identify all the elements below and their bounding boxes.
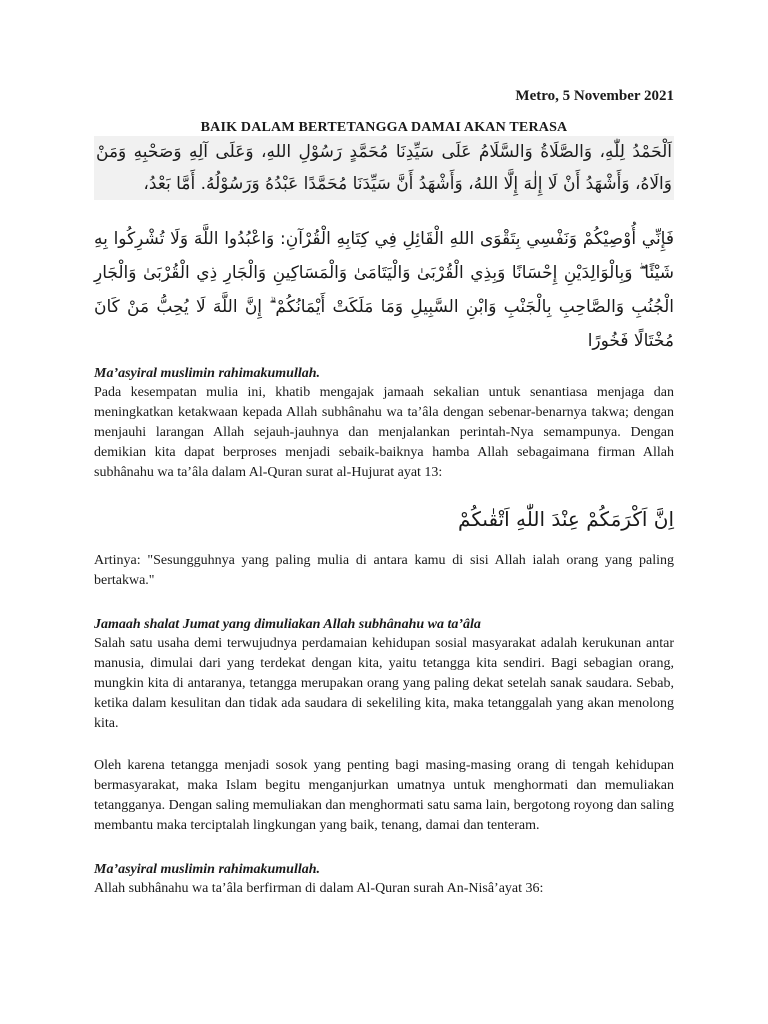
section-heading-2: Jamaah shalat Jumat yang dimuliakan Allah subhânahu wa ta’âla (94, 617, 481, 632)
section-heading-3: Ma’asyiral muslimin rahimakumullah. (94, 862, 321, 877)
document-date: Metro, 5 November 2021 (515, 88, 674, 104)
paragraph-3: Salah satu usaha demi terwujudnya perdamaian kehidupan sosial masyarakat adalah kerukunan antar manusia, dimulai dari yang terdekat dengan kita, yaitu tetangga kita sendiri. Bagi sebagian orang, mungkin kita di antaranya, tetangga merupakan orang yang paling dekat setelah sanak saudara. Sebab, ketika dalam kesulitan dan tidak ada saudara di sekeliling kita, maka tetanggalah yang akan menolong kita. (94, 636, 674, 731)
arabic-opening-text: اَلْحَمْدُ لِلّٰهِ، وَالصَّلَاةُ وَالسَّلَامُ عَلَى سَيِّدِنَا مُحَمَّدٍ رَسُوْلِ اللهِ، وَعَلَى آلِهِ وَصَحْبِهِ وَمَنْ وَالَاهُ، وَأَشْهَدُ أَنْ لَا إِلٰهَ إِلَّا اللهُ، وَأَشْهَدُ أَنَّ سَيِّدَنَا مُحَمَّدًا عَبْدُهُ وَرَسُوْلُهُ. أَمَّا بَعْدُ، (94, 136, 674, 200)
paragraph-4: Oleh karena tetangga menjadi sosok yang penting bagi masing-masing orang di tengah kehidupan bermasyarakat, maka Islam begitu menganjurkan umatnya untuk menghormati dan memuliakan tetangganya. Dengan saling memuliakan dan menghormati satu sama lain, bergotong royong dan saling membantu maka terciptalah lingkungan yang baik, tenang, damai dan tenteram. (94, 758, 674, 833)
arabic-short-verse: اِنَّ اَكْرَمَكُمْ عِنْدَ اللّٰهِ اَتْقٰىكُمْ (458, 507, 674, 531)
section-heading-1: Ma’asyiral muslimin rahimakumullah. (94, 366, 321, 381)
document-title: BAIK DALAM BERTETANGGA DAMAI AKAN TERASA (200, 120, 568, 135)
paragraph-translation: Artinya: "Sesungguhnya yang paling mulia di antara kamu di sisi Allah ialah orang yang paling bertakwa." (94, 553, 674, 588)
paragraph-1: Pada kesempatan mulia ini, khatib mengajak jamaah sekalian untuk senantiasa menjaga dan meningkatkan ketakwaan kepada Allah subhânahu wa ta’âla dengan sebenar-benarnya takwa; dengan menjauhi larangan Allah sejauh-jauhnya dan menjalankan perintah-Nya semampunya. Dengan demikian kita dapat berproses menjadi sebaik-baiknya hamba Allah sebagaimana firman Allah subhânahu wa ta’âla dalam Al-Quran surat al-Hujurat ayat 13: (94, 385, 674, 480)
paragraph-5: Allah subhânahu wa ta’âla berfirman di dalam Al-Quran surah An-Nisâ’ayat 36: (94, 881, 544, 896)
arabic-quran-verse: فَإِنِّي أُوْصِيْكُمْ وَنَفْسِي بِتَقْوَى اللهِ الْقَائِلِ فِي كِتَابِهِ الْقُرْآنِ: وَاعْبُدُوا اللَّهَ وَلَا تُشْرِكُوا بِهِ شَيْئًا ۖ وَبِالْوَالِدَيْنِ إِحْسَانًا وَبِذِي الْقُرْبَىٰ وَالْيَتَامَىٰ وَالْمَسَاكِينِ وَالْجَارِ ذِي الْقُرْبَىٰ وَالْجَارِ الْجُنُبِ وَالصَّاحِبِ بِالْجَنْبِ وَابْنِ السَّبِيلِ وَمَا مَلَكَتْ أَيْمَانُكُمْ ۗ إِنَّ اللَّهَ لَا يُحِبُّ مَنْ كَانَ مُخْتَالًا فَخُورًا (94, 229, 674, 351)
